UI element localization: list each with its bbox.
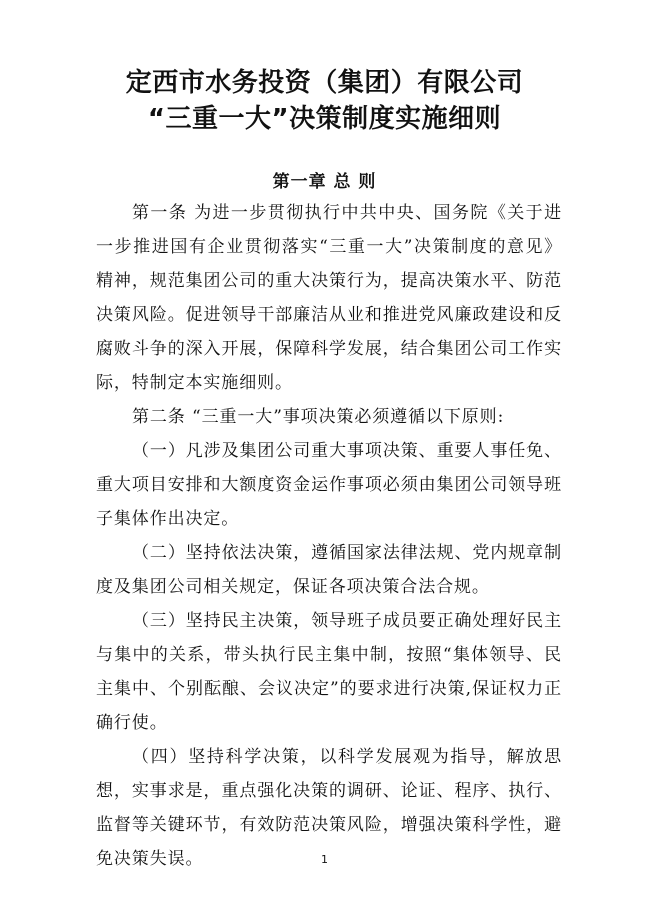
- principle-1-paragraph: （一）凡涉及集团公司重大事项决策、重要人事任免、重大项目安排和大额度资金运作事项必须由集团公司领导班子集体作出决定。: [96, 441, 562, 529]
- principle-2-paragraph: （二）坚持依法决策，遵循国家法律法规、党内规章制度及集团公司相关规定，保证各项决策合法合规。: [96, 543, 562, 597]
- document-body: [96, 196, 562, 876]
- chapter-heading: 第一章 总 则: [272, 172, 377, 192]
- principle-3-paragraph: （三）坚持民主决策，领导班子成员要正确处理好民主与集中的关系，带头执行民主集中制，按照“集体领导、民主集中、个别酝酿、会议决定”的要求进行决策,保证权力正确行使。: [96, 611, 562, 733]
- principle-4-paragraph: （四）坚持科学决策，以科学发展观为指导，解放思想，实事求是，重点强化决策的调研、论证、程序、执行、监督等关键环节，有效防范决策风险，增强决策科学性，避免决策失误。: [96, 747, 562, 869]
- article-1-paragraph: 第一条 为进一步贯彻执行中共中央、国务院《关于进一步推进国有企业贯彻落实“三重一大”决策制度的意见》精神，规范集团公司的重大决策行为，提高决策水平、防范决策风险。促进领导干部廉洁从业和推进党风廉政建设和反腐败斗争的深入开展，保障科学发展，结合集团公司工作实际，特制定本实施细则。: [96, 203, 562, 393]
- document-title-line-2: “三重一大”决策制度实施细则: [147, 104, 502, 134]
- document-title-line-1: 定西市水务投资（集团）有限公司: [125, 68, 524, 98]
- article-2-paragraph: 第二条 “三重一大”事项决策必须遵循以下原则:: [132, 407, 505, 427]
- page-number: 1: [321, 853, 328, 866]
